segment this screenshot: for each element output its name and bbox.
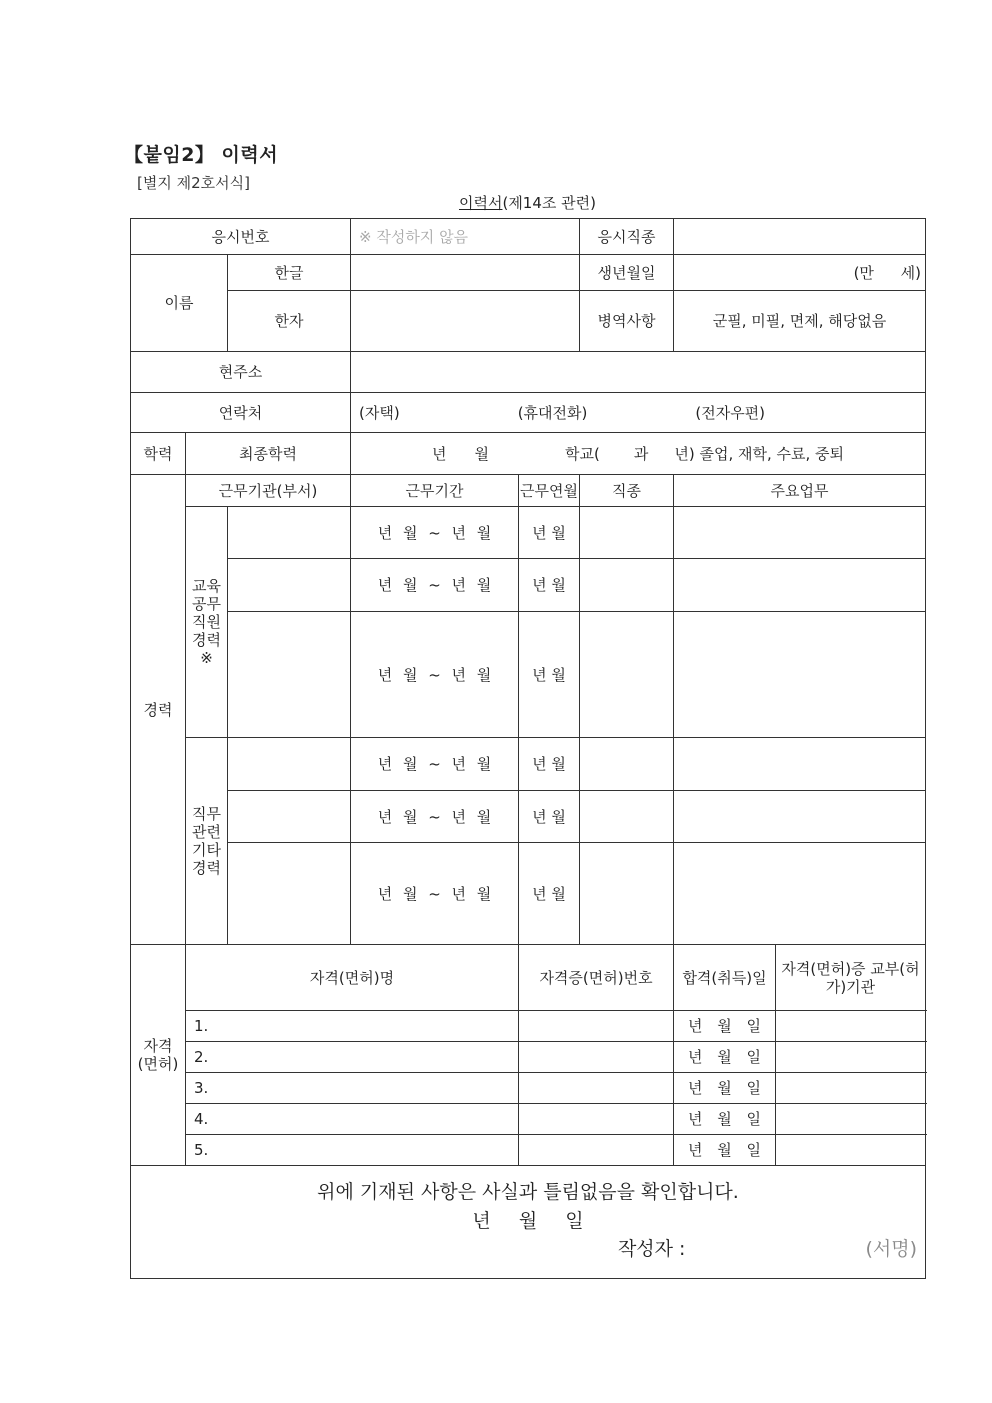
career-header-org: 근무기관(부서) bbox=[186, 475, 351, 507]
career-jobtype-field[interactable] bbox=[580, 507, 674, 559]
career-jobtype-field[interactable] bbox=[580, 791, 674, 843]
birth-label: 생년월일 bbox=[580, 255, 674, 291]
license-issuer-field[interactable] bbox=[776, 1073, 926, 1104]
caption-ref: (제14조 관련) bbox=[502, 194, 596, 212]
form-number: [별지 제2호서식] bbox=[137, 174, 250, 192]
contact-mobile: (휴대전화) bbox=[517, 403, 588, 422]
license-name-field[interactable]: 1. bbox=[186, 1011, 519, 1042]
career-tenure-field[interactable]: 년 월 bbox=[519, 791, 580, 843]
edu-grade: 년) bbox=[674, 444, 695, 463]
career-period-field[interactable]: 년 월 ~ 년 월 bbox=[351, 738, 519, 791]
career-header-duty: 주요업무 bbox=[674, 475, 926, 507]
license-number-field[interactable] bbox=[519, 1073, 674, 1104]
hanja-name-field[interactable] bbox=[351, 291, 580, 352]
education-field[interactable] bbox=[351, 433, 926, 475]
hangul-name-field[interactable] bbox=[351, 255, 580, 291]
career-tenure-field[interactable]: 년 월 bbox=[519, 738, 580, 791]
career-period-field[interactable]: 년 월 ~ 년 월 bbox=[351, 612, 519, 738]
career-duty-field[interactable] bbox=[674, 612, 926, 738]
address-field[interactable] bbox=[351, 352, 926, 393]
edu-school: 학교( bbox=[565, 444, 600, 463]
career-org-field[interactable] bbox=[228, 612, 351, 738]
career-tenure-field[interactable]: 년 월 bbox=[519, 559, 580, 612]
name-label: 이름 bbox=[131, 255, 228, 352]
education-label: 학력 bbox=[131, 433, 186, 475]
career-duty-field[interactable] bbox=[674, 843, 926, 945]
contact-field[interactable] bbox=[351, 393, 926, 433]
exam-number-label: 응시번호 bbox=[131, 219, 351, 255]
career-jobtype-field[interactable] bbox=[580, 612, 674, 738]
license-date-field[interactable]: 년 월 일 bbox=[674, 1011, 776, 1042]
license-issuer-field[interactable] bbox=[776, 1104, 926, 1135]
license-issuer-field[interactable] bbox=[776, 1011, 926, 1042]
career-header-period: 근무기간 bbox=[351, 475, 519, 507]
caption-main: 이력서 bbox=[458, 194, 503, 212]
career-period-field[interactable]: 년 월 ~ 년 월 bbox=[351, 791, 519, 843]
signature-field[interactable]: (서명) bbox=[865, 1238, 918, 1261]
license-header-number: 자격증(면허)번호 bbox=[519, 945, 674, 1011]
career-tenure-field[interactable]: 년 월 bbox=[519, 507, 580, 559]
final-education-label: 최종학력 bbox=[186, 433, 351, 475]
edu-month: 월 bbox=[474, 444, 489, 463]
career-header-jobtype: 직종 bbox=[580, 475, 674, 507]
edu-status-options: 졸업, 재학, 수료, 중퇴 bbox=[699, 444, 844, 463]
military-label: 병역사항 bbox=[580, 291, 674, 352]
confirmation-block bbox=[131, 1166, 926, 1279]
address-label: 현주소 bbox=[131, 352, 351, 393]
career-org-field[interactable] bbox=[228, 507, 351, 559]
career-label: 경력 bbox=[131, 475, 186, 945]
license-label: 자격 (면허) bbox=[131, 945, 186, 1166]
career-period-field[interactable]: 년 월 ~ 년 월 bbox=[351, 843, 519, 945]
resume-table bbox=[130, 218, 926, 1279]
birth-field[interactable]: (만 세) bbox=[674, 255, 926, 291]
license-name-field[interactable]: 5. bbox=[186, 1135, 519, 1166]
career-duty-field[interactable] bbox=[674, 791, 926, 843]
career-duty-field[interactable] bbox=[674, 738, 926, 791]
confirmation-text: 위에 기재된 사항은 사실과 틀림없음을 확인합니다. bbox=[317, 1180, 739, 1203]
license-header-issuer: 자격(면허)증 교부(허가)기관 bbox=[776, 945, 926, 1011]
license-number-field[interactable] bbox=[519, 1042, 674, 1073]
license-header-date: 합격(취득)일 bbox=[674, 945, 776, 1011]
exam-type-field[interactable] bbox=[674, 219, 926, 255]
hangul-label: 한글 bbox=[228, 255, 351, 291]
military-options[interactable]: 군필, 미필, 면제, 해당없음 bbox=[674, 291, 926, 352]
career-org-field[interactable] bbox=[228, 791, 351, 843]
contact-label: 연락처 bbox=[131, 393, 351, 433]
career-jobtype-field[interactable] bbox=[580, 738, 674, 791]
license-header-name: 자격(면허)명 bbox=[186, 945, 519, 1011]
edu-year: 년 bbox=[432, 444, 447, 463]
form-caption bbox=[130, 192, 925, 213]
license-date-field[interactable]: 년 월 일 bbox=[674, 1042, 776, 1073]
confirmation-date: 년 월 일 bbox=[472, 1209, 584, 1232]
license-date-field[interactable]: 년 월 일 bbox=[674, 1073, 776, 1104]
career-group-education-staff: 교육 공무 직원 경력 ※ bbox=[186, 507, 228, 738]
career-group-related: 직무 관련 기타 경력 bbox=[186, 738, 228, 945]
career-jobtype-field[interactable] bbox=[580, 559, 674, 612]
career-org-field[interactable] bbox=[228, 843, 351, 945]
page-title: 【붙임2】 이력서 bbox=[124, 144, 279, 166]
license-number-field[interactable] bbox=[519, 1011, 674, 1042]
exam-type-label: 응시직종 bbox=[580, 219, 674, 255]
license-name-field[interactable]: 4. bbox=[186, 1104, 519, 1135]
contact-home: (자택) bbox=[359, 403, 400, 422]
career-period-field[interactable]: 년 월 ~ 년 월 bbox=[351, 507, 519, 559]
license-issuer-field[interactable] bbox=[776, 1042, 926, 1073]
license-name-field[interactable]: 3. bbox=[186, 1073, 519, 1104]
career-org-field[interactable] bbox=[228, 738, 351, 791]
career-duty-field[interactable] bbox=[674, 559, 926, 612]
career-period-field[interactable]: 년 월 ~ 년 월 bbox=[351, 559, 519, 612]
career-header-tenure: 근무연월 bbox=[519, 475, 580, 507]
edu-dept: 과 bbox=[633, 444, 649, 463]
career-jobtype-field[interactable] bbox=[580, 843, 674, 945]
career-tenure-field[interactable]: 년 월 bbox=[519, 843, 580, 945]
career-org-field[interactable] bbox=[228, 559, 351, 612]
writer-label: 작성자 : bbox=[617, 1238, 686, 1261]
contact-email: (전자우편) bbox=[695, 403, 766, 422]
license-number-field[interactable] bbox=[519, 1104, 674, 1135]
license-number-field[interactable] bbox=[519, 1135, 674, 1166]
license-name-field[interactable]: 2. bbox=[186, 1042, 519, 1073]
career-duty-field[interactable] bbox=[674, 507, 926, 559]
license-date-field[interactable]: 년 월 일 bbox=[674, 1135, 776, 1166]
career-tenure-field[interactable]: 년 월 bbox=[519, 612, 580, 738]
hanja-label: 한자 bbox=[228, 291, 351, 352]
license-issuer-field[interactable] bbox=[776, 1135, 926, 1166]
exam-number-field[interactable]: ※ 작성하지 않음 bbox=[351, 219, 580, 255]
license-date-field[interactable]: 년 월 일 bbox=[674, 1104, 776, 1135]
